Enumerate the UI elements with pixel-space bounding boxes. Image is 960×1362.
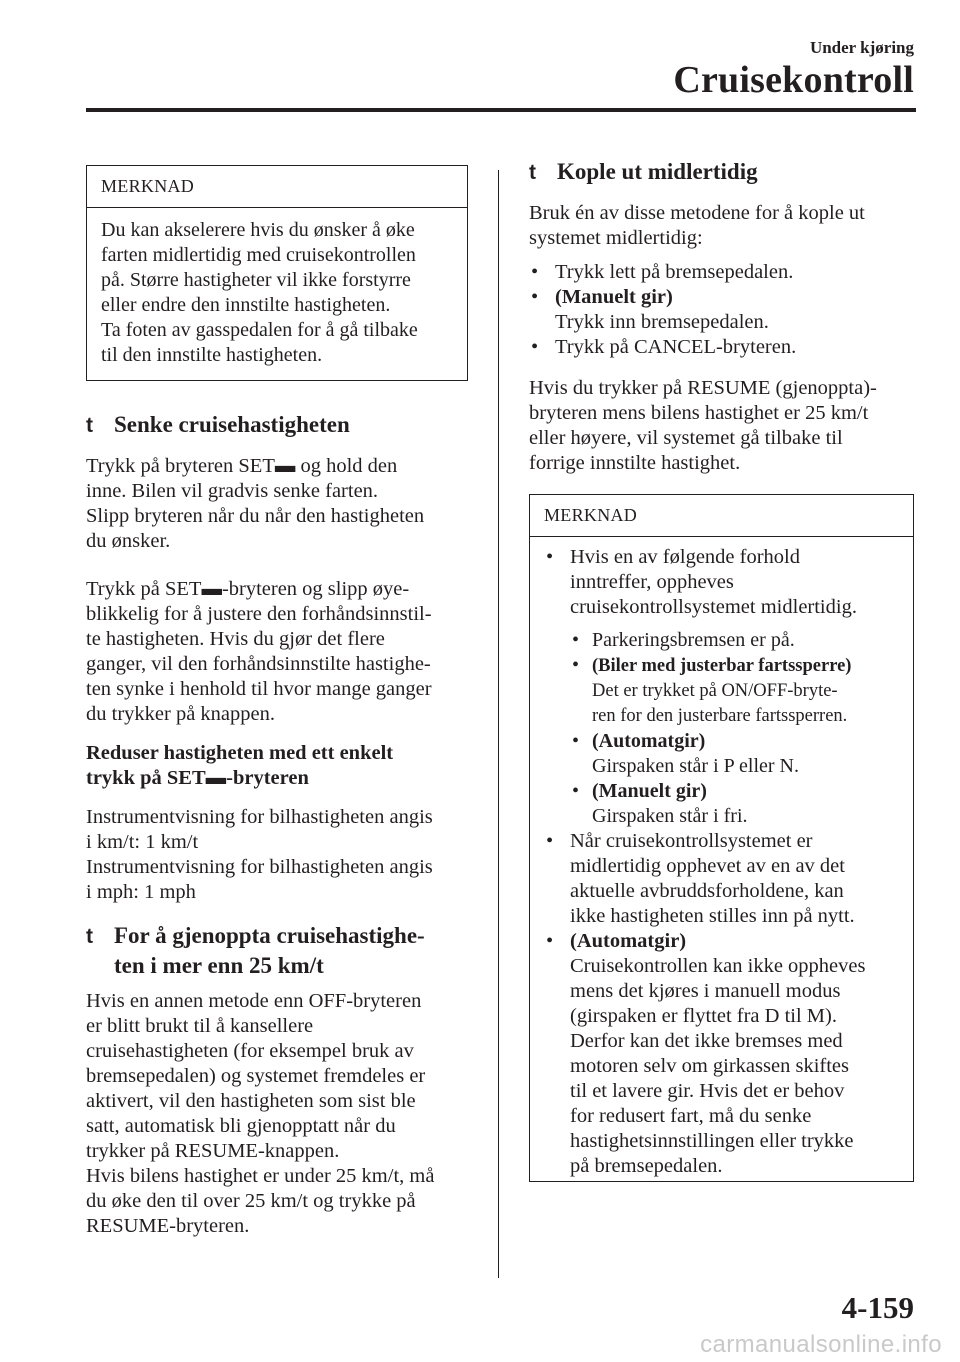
section-heading-gjenoppta bbox=[86, 921, 486, 980]
bullet-icon: • bbox=[572, 654, 580, 676]
bullet-icon: • bbox=[546, 930, 554, 952]
minus-symbol: ▬ bbox=[205, 767, 227, 789]
note-line: eller endre den innstilte hastigheten. bbox=[101, 294, 391, 316]
note-line: til den innstilte hastigheten. bbox=[101, 344, 323, 366]
bullet-icon: • bbox=[572, 780, 580, 802]
paragraph: Instrumentvisning for bilhastigheten angis i km/t: 1 km/t Instrumentvisning for bilhastigheten angis i mph: 1 mph bbox=[86, 806, 433, 903]
paragraph: Trykk på bryteren SET▬ og hold den inne. Bilen vil gradvis senke farten. Slipp bryteren når du når den hastigheten du ønsker. bbox=[86, 455, 425, 552]
section-label: Under kjøring bbox=[809, 38, 914, 57]
list-item: • (Manuelt gir) Girspaken står i fri. bbox=[572, 780, 748, 827]
list-item: • (Automatgir) Cruisekontrollen kan ikke oppheves mens det kjøres i manuell modus (girspaken er flyttet fra D til M). Derfor kan det ikke bremses med motoren selv om girkassen skiftes til et lavere gir. Hvis det er behov for redusert fart, må du senke hastighetsinnstillingen eller trykke på bremsepedalen. bbox=[546, 930, 866, 1177]
note-line: Ta foten av gasspedalen for å gå tilbake bbox=[101, 319, 418, 341]
list-item: • (Manuelt gir) Trykk inn bremsepedalen. bbox=[531, 286, 769, 333]
bullet-icon: • bbox=[531, 286, 539, 308]
section-marker-icon: t bbox=[86, 925, 93, 948]
note-line: farten midlertidig med cruisekontrollen bbox=[101, 244, 416, 266]
minus-symbol: ▬ bbox=[274, 455, 296, 477]
note-heading: MERKNAD bbox=[530, 495, 913, 537]
column-divider bbox=[498, 170, 499, 1278]
list-item: • Trykk på CANCEL-bryteren. bbox=[531, 336, 797, 358]
minus-symbol: ▬ bbox=[201, 578, 222, 600]
heading-text: ten i mer enn 25 km/t bbox=[114, 953, 324, 978]
section-marker-icon: t bbox=[529, 161, 536, 184]
section-heading-kople-ut bbox=[529, 157, 758, 187]
bullet-icon: • bbox=[531, 336, 539, 358]
list-item: • Trykk lett på bremsepedalen. bbox=[531, 261, 794, 283]
paragraph: Bruk én av disse metodene for å kople ut systemet midlertidig: bbox=[529, 202, 865, 249]
section-marker-icon: t bbox=[86, 414, 93, 437]
paragraph: Trykk på SET▬-bryteren og slipp øye- blikkelig for å justere den forhåndsinnstil- te hastigheten. Hvis du gjør det flere ganger, vil den forhåndsinnstilte hastighe- ten synke i henhold til hvor mange ganger du trykker på knappen. bbox=[86, 578, 432, 725]
note-heading: MERKNAD bbox=[87, 166, 467, 208]
heading-text: Kople ut midlertidig bbox=[557, 159, 758, 184]
bullet-icon: • bbox=[546, 546, 554, 568]
list-item: • (Biler med justerbar fartssperre) Det er trykket på ON/OFF-bryte- ren for den justerbare fartssperren. bbox=[572, 654, 852, 726]
section-heading-senke bbox=[86, 410, 350, 440]
note-body bbox=[530, 537, 913, 1191]
paragraph: Hvis du trykker på RESUME (gjenoppta)- bryteren mens bilens hastighet er 25 km/t eller høyere, vil systemet gå tilbake til forrige innstilte hastighet. bbox=[529, 377, 877, 474]
list-item: • Når cruisekontrollsystemet er midlertidig opphevet av en av det aktuelle avbruddsforholdene, kan ikke hastigheten stilles inn på nytt. bbox=[546, 830, 855, 927]
heading-text: Senke cruisehastigheten bbox=[114, 412, 350, 437]
bullet-icon: • bbox=[546, 830, 554, 852]
paragraph: Hvis en annen metode enn OFF-bryteren er blitt brukt til å kansellere cruisehastigheten (for eksempel bruk av bremsepedalen) og systemet fremdeles er aktivert, vil den hastigheten som sist ble satt, automatisk bli gjenopptatt når du trykker på RESUME-knappen. Hvis bilens hastighet er under 25 km/t, må du øke den til over 25 km/t og trykke på RESUME-bryteren. bbox=[86, 990, 435, 1237]
sub-list bbox=[544, 628, 899, 829]
note-body bbox=[87, 208, 467, 380]
bullet-list bbox=[529, 260, 919, 360]
note-line: Du kan akselerere hvis du ønsker å øke bbox=[101, 219, 415, 241]
page-title: Cruisekontroll bbox=[673, 59, 914, 101]
list-item: • Parkeringsbremsen er på. bbox=[572, 629, 795, 651]
list-item: • Hvis en av følgende forhold inntreffer, oppheves cruisekontrollsystemet midlertidig. bbox=[546, 546, 857, 618]
bullet-icon: • bbox=[531, 261, 539, 283]
heading-text: For å gjenoppta cruisehastighe- bbox=[114, 923, 425, 948]
note-box-left bbox=[86, 165, 468, 381]
bullet-icon: • bbox=[572, 730, 580, 752]
bullet-icon: • bbox=[572, 629, 580, 651]
header-rule bbox=[86, 108, 916, 112]
note-line: på. Større hastigheter vil ikke forstyrre bbox=[101, 269, 411, 291]
watermark: carmanualsonline.info bbox=[700, 1331, 942, 1358]
bold-subheading: Reduser hastigheten med ett enkelt trykk på SET▬-bryteren bbox=[86, 742, 394, 789]
note-box-right bbox=[529, 494, 914, 1182]
list-item: • (Automatgir) Girspaken står i P eller N. bbox=[572, 730, 799, 777]
page-number: 4-159 bbox=[841, 1290, 914, 1325]
